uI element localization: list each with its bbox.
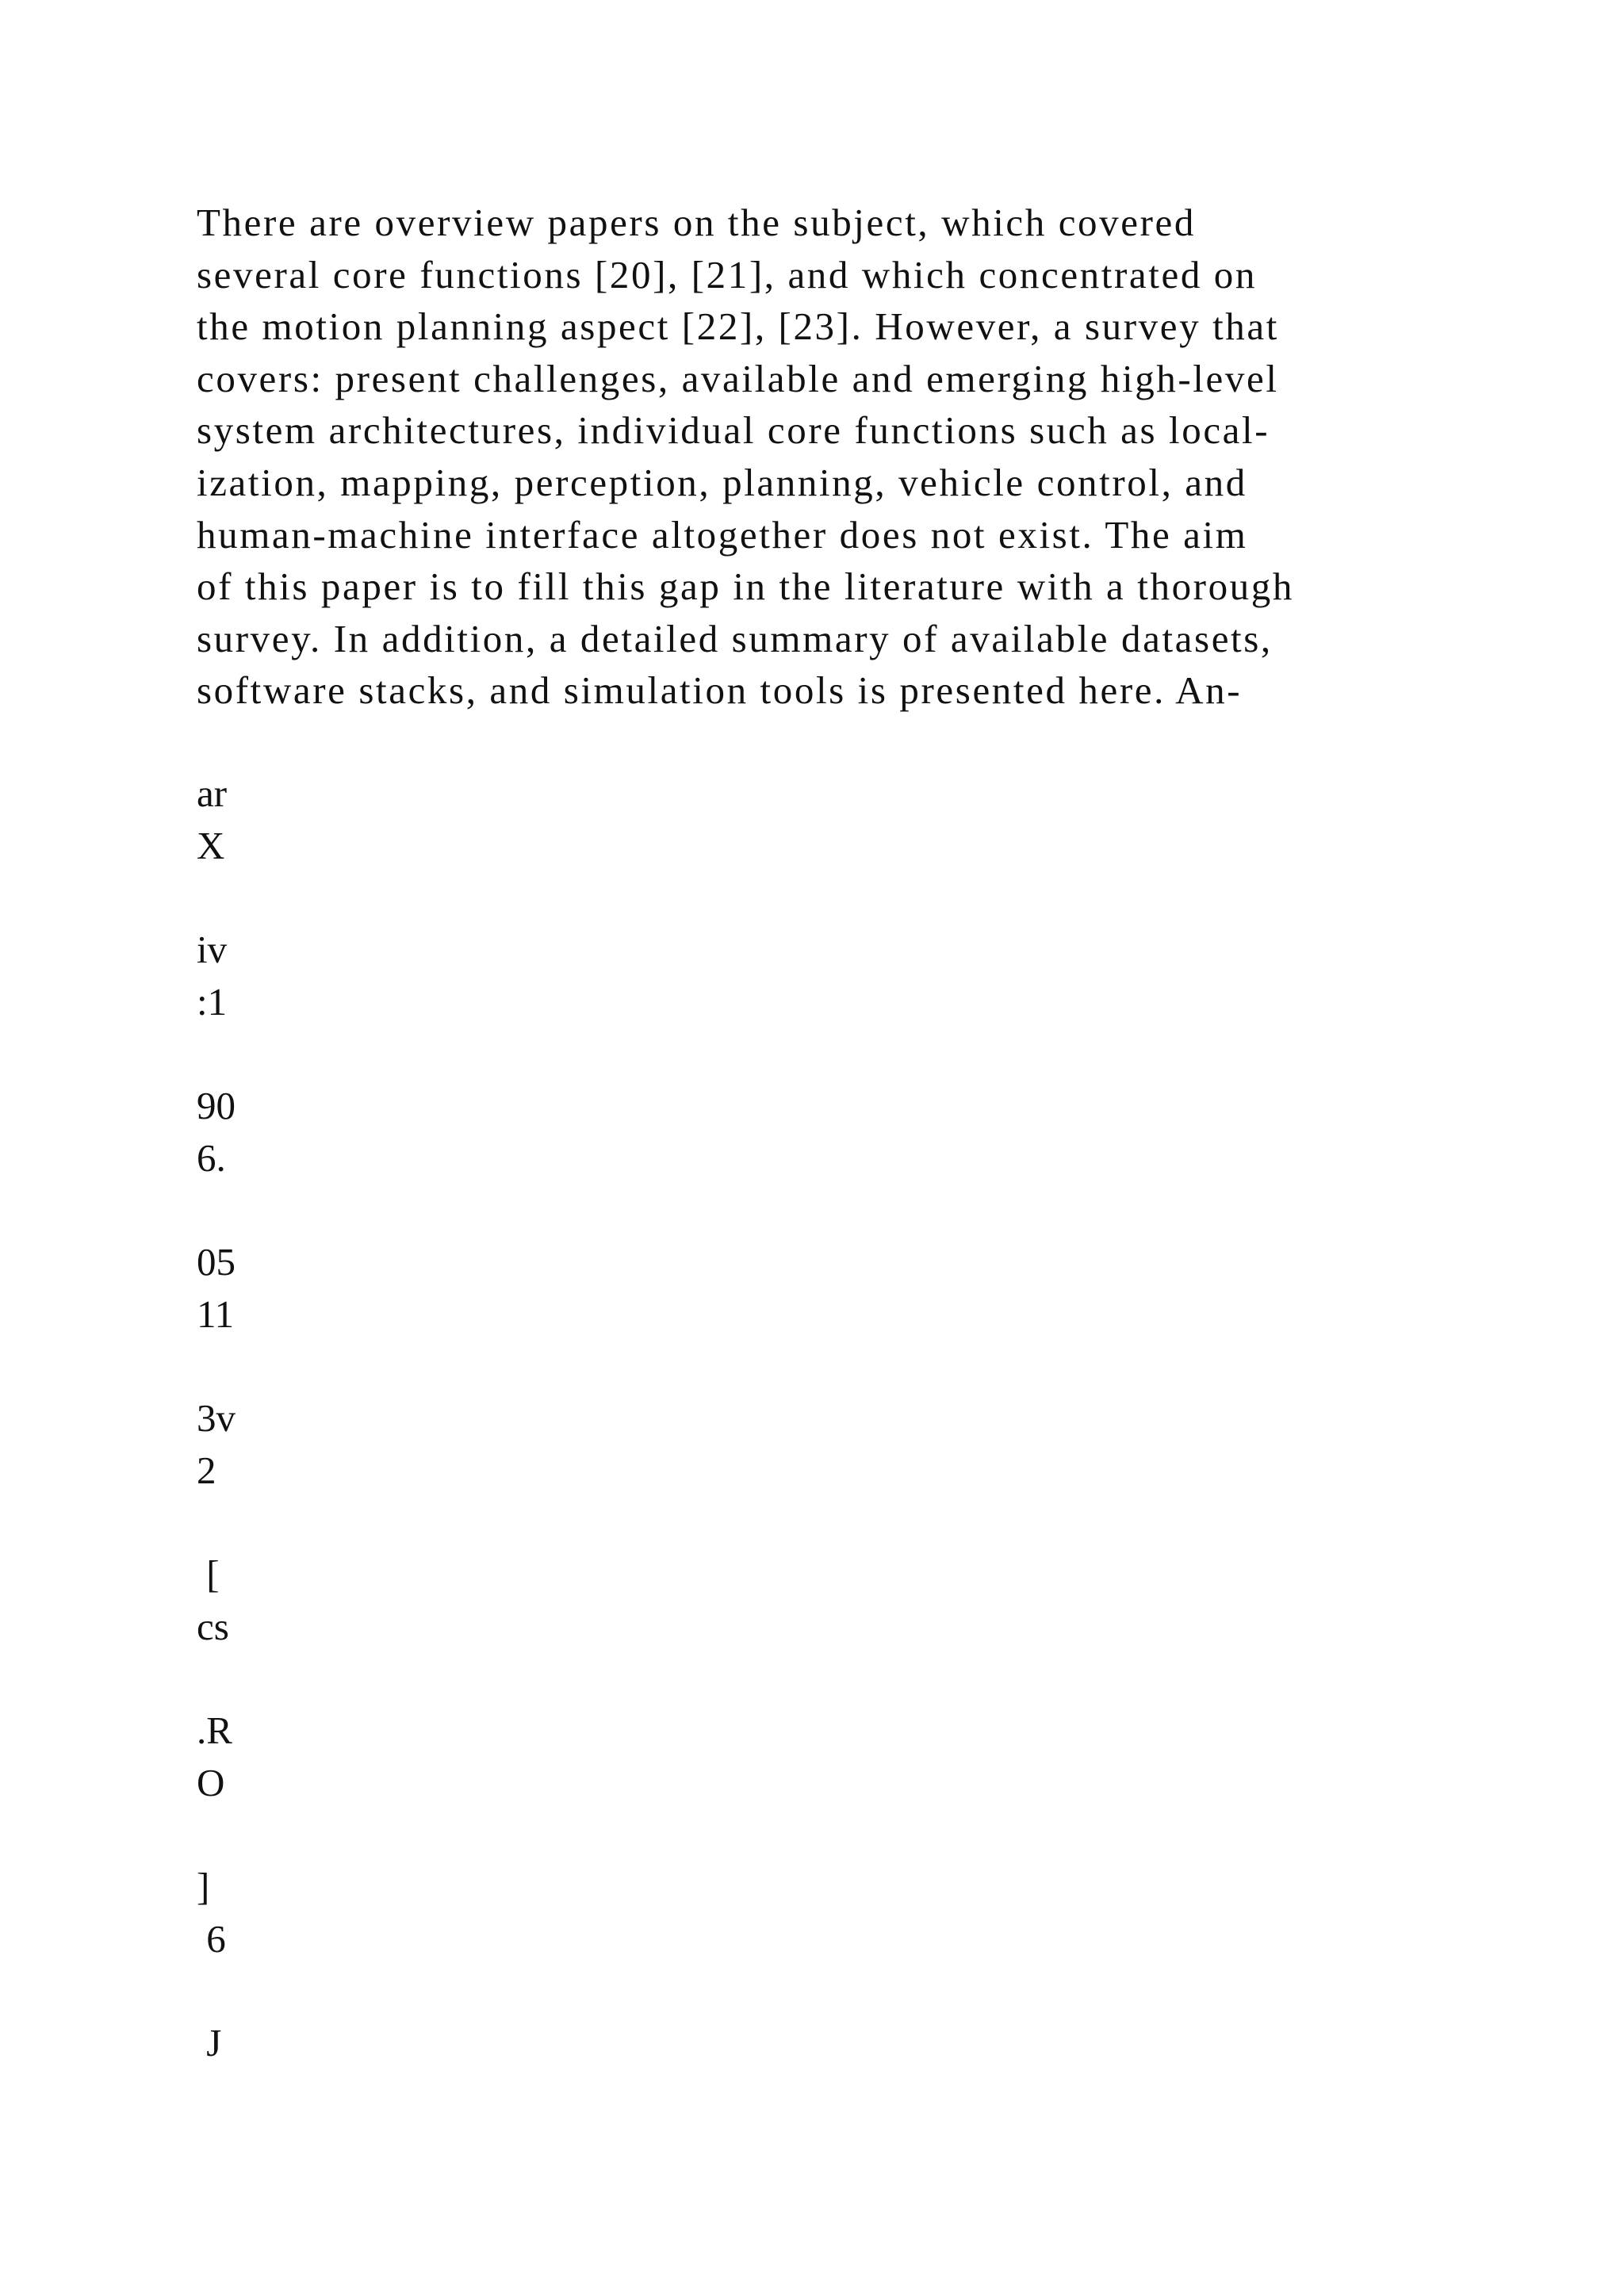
paragraph-line: ization, mapping, perception, planning, vehicle control, and bbox=[197, 460, 1247, 504]
arxiv-fragment: 90 bbox=[197, 1084, 236, 1127]
arxiv-fragment: ar bbox=[197, 771, 228, 815]
arxiv-fragment: 6. bbox=[197, 1136, 226, 1180]
arxiv-fragment: 3v bbox=[197, 1396, 236, 1440]
body-paragraph bbox=[197, 197, 1434, 717]
paragraph-line: several core functions [20], [21], and which concentrated on bbox=[197, 252, 1257, 297]
arxiv-fragment: 6 bbox=[197, 1917, 226, 1961]
paragraph-line: covers: present challenges, available and emerging high-level bbox=[197, 356, 1279, 400]
paragraph-line: of this paper is to fill this gap in the literature with a thorough bbox=[197, 564, 1294, 609]
arxiv-fragment: O bbox=[197, 1761, 225, 1804]
paragraph-line: There are overview papers on the subject, which covered bbox=[197, 201, 1196, 244]
paragraph-line: system architectures, individual core functions such as local- bbox=[197, 408, 1270, 453]
arxiv-fragment: J bbox=[197, 2021, 222, 2064]
arxiv-fragment: :1 bbox=[197, 980, 228, 1024]
arxiv-fragment: 2 bbox=[197, 1448, 216, 1492]
arxiv-fragment: cs bbox=[197, 1605, 229, 1648]
arxiv-fragment: 11 bbox=[197, 1292, 235, 1336]
paragraph-line: the motion planning aspect [22], [23]. However, a survey that bbox=[197, 304, 1279, 349]
arxiv-identifier-fragments bbox=[197, 0, 355, 2296]
arxiv-fragment: 05 bbox=[197, 1240, 236, 1284]
paragraph-line: software stacks, and simulation tools is presented here. An- bbox=[197, 668, 1243, 713]
arxiv-fragment: .R bbox=[197, 1709, 232, 1752]
paragraph-line: survey. In addition, a detailed summary of available datasets, bbox=[197, 616, 1273, 660]
arxiv-fragment: ] bbox=[197, 1865, 210, 1908]
arxiv-fragment: [ bbox=[197, 1552, 220, 1596]
arxiv-fragment: X bbox=[197, 824, 225, 867]
paragraph-line: human-machine interface altogether does not exist. The aim bbox=[197, 512, 1248, 557]
arxiv-fragment: iv bbox=[197, 928, 228, 971]
